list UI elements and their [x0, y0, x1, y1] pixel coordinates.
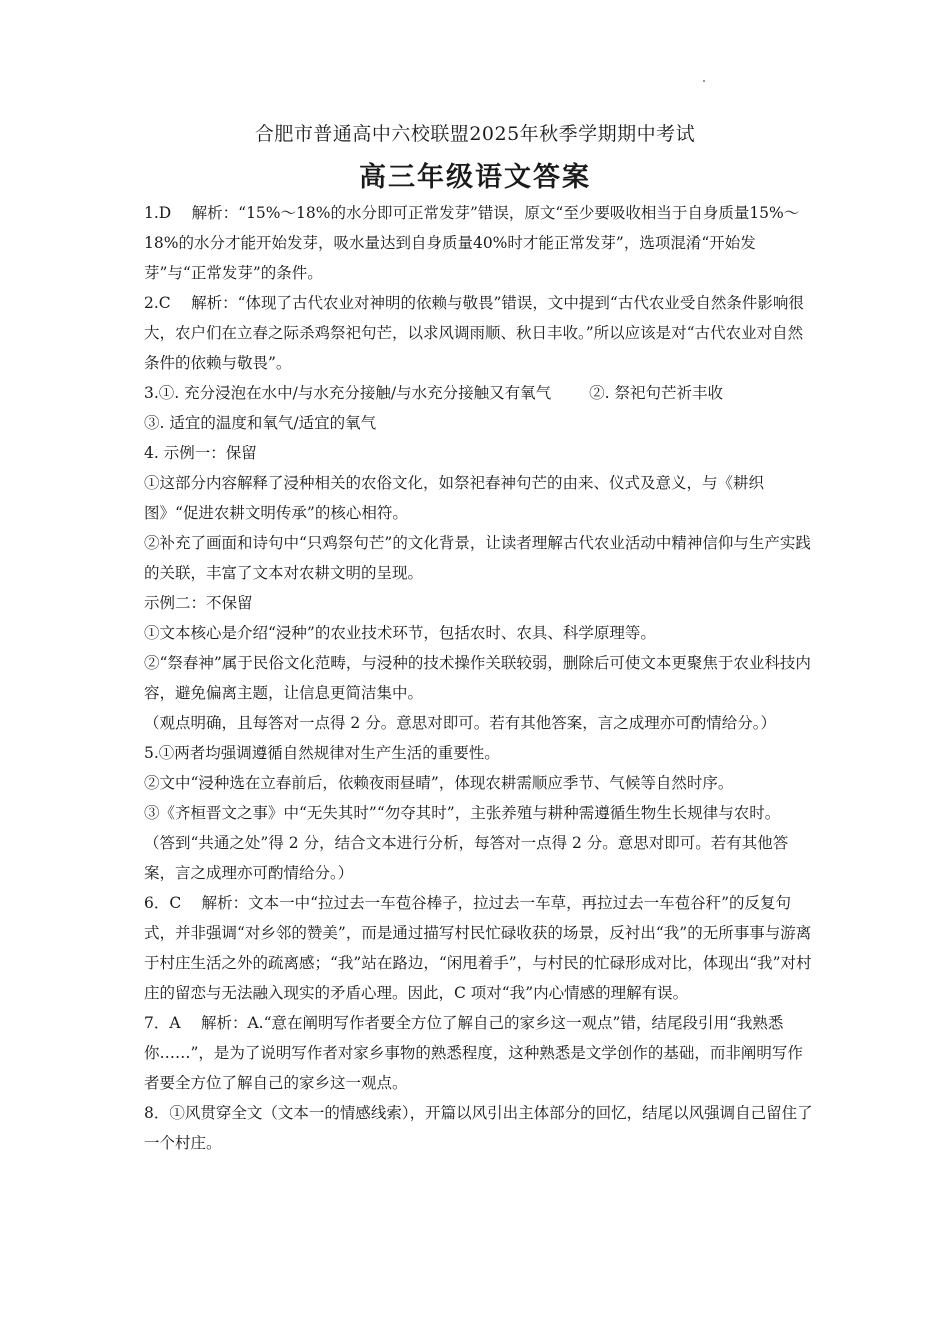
answer-q4-point2: ②补充了画面和诗句中“只鸡祭句芒”的文化背景，让读者理解古代农业活动中精神信仰与生产实践的关联，丰富了文本对农耕文明的呈现。	[144, 534, 811, 582]
answer-body	[144, 198, 814, 1158]
answer-q5-point3: ③《齐桓晋文之事》中“无失其时”“勿夺其时”，主张养殖与耕种需遵循生物生长规律与农时。	[144, 804, 781, 822]
answer-q3-line1	[144, 378, 814, 408]
answer-q3-c: ③. 适宜的温度和氧气/适宜的氧气	[144, 414, 377, 432]
answer-q4-point3: ①文本核心是介绍“浸种”的农业技术环节，包括农时、农具、科学原理等。	[144, 624, 656, 642]
answer-q4-point1: ①这部分内容解释了浸种相关的农俗文化，如祭祀春神句芒的由来、仪式及意义，与《耕织图》“促进农耕文明传承”的核心相符。	[144, 474, 765, 522]
answer-q4-point4: ②“祭春神”属于民俗文化范畴，与浸种的技术操作关联较弱，删除后可使文本更聚焦于农业科技内容，避免偏离主题，让信息更简洁集中。	[144, 654, 811, 702]
answer-q3-a: 3.①. 充分浸泡在水中/与水充分接触/与水充分接触又有氧气	[144, 384, 552, 402]
answer-q7: 7．A 解析：A.“意在阐明写作者要全方位了解自己的家乡这一观点”错，结尾段引用“我熟悉你……”，是为了说明写作者对家乡事物的熟悉程度，这种熟悉是文学创作的基础，而非阐明写作者要全方位了解自己的家乡这一观点。	[144, 1014, 803, 1092]
answer-q4-example2: 示例二：不保留	[144, 594, 253, 612]
answer-q8: 8．①风贯穿全文（文本一的情感线索），开篇以风引出主体部分的回忆，结尾以风强调自己留住了一个村庄。	[144, 1104, 813, 1152]
page-title: 高三年级语文答案	[359, 162, 591, 193]
exam-subtitle: 合肥市普通高中六校联盟2025年秋季学期期中考试	[254, 123, 696, 145]
answer-q4-scoring-note: （观点明确，且每答对一点得 2 分。意思对即可。若有其他答案，言之成理亦可酌情给分。）	[144, 714, 776, 732]
answer-q5-point1: 5.①两者均强调遵循自然规律对生产生活的重要性。	[144, 744, 500, 762]
answer-q6: 6．C 解析：文本一中“拉过去一车苞谷棒子，拉过去一车草，再拉过去一车苞谷秆”的反复句式，并非强调“对乡邻的赞美”，而是通过描写村民忙碌收获的场景，反衬出“我”的无所事事与游离于村庄生活之外的疏离感；“我”站在路边，“闲甩着手”，与村民的忙碌形成对比，体现出“我”对村庄的留恋与无法融入现实的矛盾心理。因此，C 项对“我”内心情感的理解有误。	[144, 894, 812, 1002]
answer-q4-heading: 4. 示例一：保留	[144, 444, 257, 462]
answer-q2: 2.C 解析：“体现了古代农业对神明的依赖与敬畏”错误，文中提到“古代农业受自然条件影响很大，农户们在立春之际杀鸡祭祀句芒，以求风调雨顺、秋日丰收。”所以应该是对“古代农业对自然条件的依赖与敬畏”。	[144, 294, 804, 372]
answer-q1: 1.D 解析：“15%～18%的水分即可正常发芽”错误，原文“至少要吸收相当于自身质量15%～18%的水分才能开始发芽，吸水量达到自身质量40%时才能正常发芽”，选项混淆“开始发芽”与“正常发芽”的条件。	[144, 204, 800, 282]
answer-q5-point2: ②文中“浸种选在立春前后，依赖夜雨昼晴”，体现农耕需顺应季节、气候等自然时序。	[144, 774, 734, 792]
scan-dot	[703, 80, 705, 82]
answer-q3-b: ②. 祭祀句芒祈丰收	[589, 384, 723, 402]
answer-q5-scoring-note: （答到“共通之处”得 2 分，结合文本进行分析，每答对一点得 2 分。意思对即可。若有其他答案，言之成理亦可酌情给分。）	[144, 834, 789, 882]
